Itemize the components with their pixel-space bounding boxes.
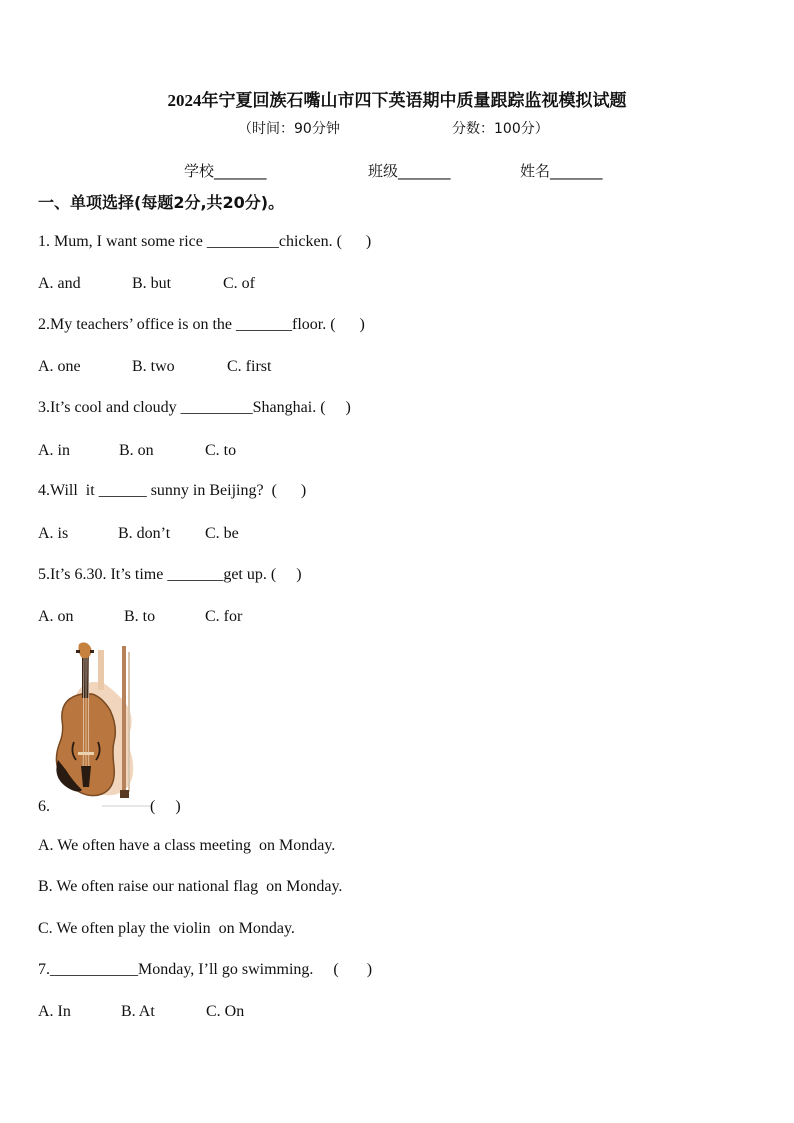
option-4a: A. is: [38, 525, 69, 542]
question-2: 2.My teachers’ office is on the _______floor. ( ): [38, 316, 365, 333]
question-5: 5.It’s 6.30. It’s time _______get up. ( ): [38, 566, 302, 583]
exam-score: 分数：100分）: [452, 121, 549, 137]
question-6-number: 6.: [38, 798, 50, 815]
option-3a: A. in: [38, 442, 70, 459]
option-7a: A. In: [38, 1003, 71, 1020]
option-4c: C. be: [205, 525, 239, 542]
option-1a: A. and: [38, 275, 81, 292]
option-7c: C. On: [206, 1003, 245, 1020]
school-field: 学校_______: [184, 162, 267, 180]
option-7b: B. At: [121, 1003, 155, 1020]
option-6c: C. We often play the violin on Monday.: [38, 920, 295, 937]
option-4b: B. don’t: [118, 525, 171, 542]
option-5a: A. on: [38, 608, 74, 625]
question-3: 3.It’s cool and cloudy _________Shanghai. ( ): [38, 399, 351, 416]
option-2a: A. one: [38, 358, 81, 375]
name-field: 姓名_______: [520, 162, 603, 180]
violin-image: [52, 642, 152, 810]
section-title: 一、单项选择(每题2分,共20分)。: [38, 193, 285, 212]
option-3b: B. on: [119, 442, 154, 459]
class-field: 班级_______: [368, 162, 451, 180]
exam-title: 2024年宁夏回族石嘴山市四下英语期中质量跟踪监视模拟试题: [167, 91, 627, 110]
option-2c: C. first: [227, 358, 272, 375]
option-5b: B. to: [124, 608, 156, 625]
option-2b: B. two: [132, 358, 175, 375]
question-4: 4.Will it ______ sunny in Beijing? ( ): [38, 482, 307, 499]
option-1c: C. of: [223, 275, 255, 292]
option-3c: C. to: [205, 442, 237, 459]
question-6-paren: ( ): [150, 798, 181, 815]
option-6b: B. We often raise our national flag on Monday.: [38, 878, 343, 895]
question-1: 1. Mum, I want some rice _________chicken. ( ): [38, 233, 372, 250]
question-7: 7.___________Monday, I’ll go swimming. ( ): [38, 961, 373, 978]
option-1b: B. but: [132, 275, 172, 292]
option-5c: C. for: [205, 608, 243, 625]
exam-time: （时间：90分钟: [238, 121, 340, 137]
option-6a: A. We often have a class meeting on Monday.: [38, 837, 336, 854]
